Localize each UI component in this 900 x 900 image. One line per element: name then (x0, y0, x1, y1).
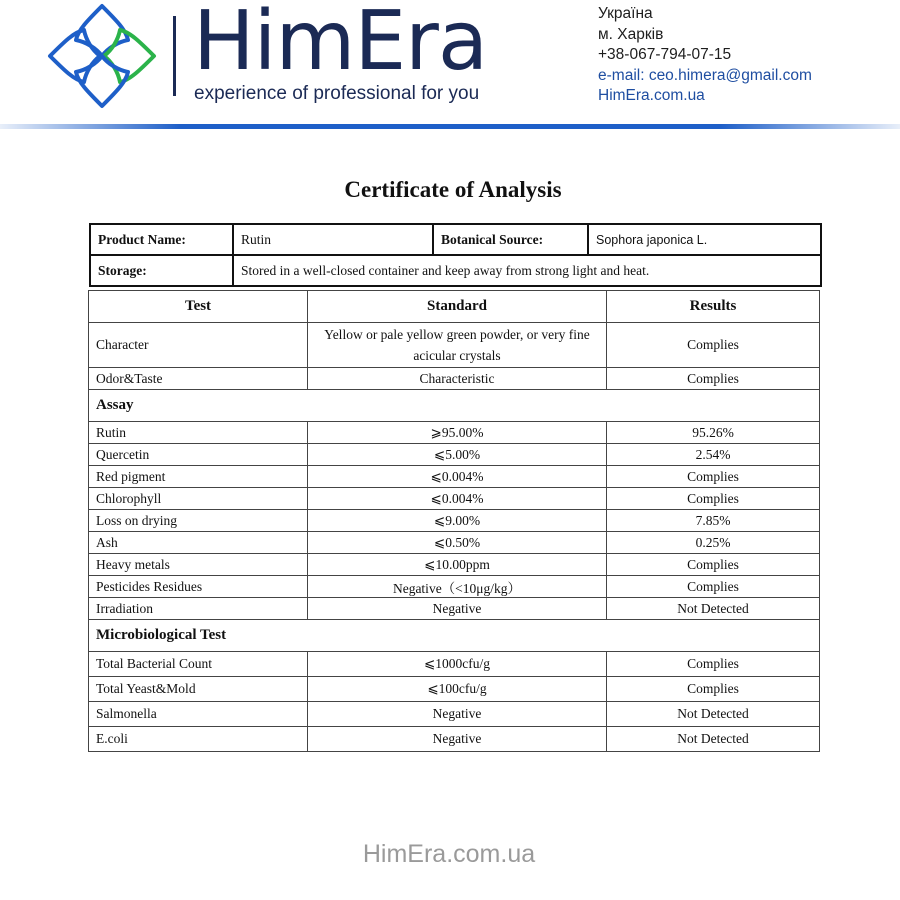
test-name: Total Yeast&Mold (89, 677, 308, 702)
table-row (89, 466, 820, 488)
product-info-table (89, 223, 822, 287)
test-name: Character (89, 323, 308, 368)
storage-row (90, 255, 821, 286)
test-result: 0.25% (607, 532, 820, 554)
test-name: Rutin (89, 422, 308, 444)
test-name: Red pigment (89, 466, 308, 488)
test-result: Not Detected (607, 702, 820, 727)
test-result: 95.26% (607, 422, 820, 444)
table-row (89, 368, 820, 390)
contact-phone: +38-067-794-07-15 (598, 46, 732, 63)
test-result: Complies (607, 323, 820, 368)
section-row-assay (89, 390, 820, 422)
test-name: E.coli (89, 727, 308, 752)
test-standard: Negative (308, 727, 607, 752)
test-standard: Negative（<10μg/kg） (308, 576, 607, 598)
test-name: Total Bacterial Count (89, 652, 308, 677)
product-row (90, 224, 821, 255)
table-row (89, 532, 820, 554)
storage-label: Storage: (90, 255, 233, 286)
product-name-value: Rutin (233, 224, 433, 255)
table-row (89, 323, 820, 368)
product-name-label: Product Name: (90, 224, 233, 255)
test-standard: ⩽5.00% (308, 444, 607, 466)
test-result: Not Detected (607, 727, 820, 752)
botanical-source-value: Sophora japonica L. (588, 224, 821, 255)
section-title: Microbiological Test (89, 620, 820, 652)
test-name: Odor&Taste (89, 368, 308, 390)
test-result: Complies (607, 466, 820, 488)
test-standard: ⩽100cfu/g (308, 677, 607, 702)
brand-divider (173, 16, 176, 96)
test-name: Loss on drying (89, 510, 308, 532)
table-row (89, 652, 820, 677)
test-standard: ⩾95.00% (308, 422, 607, 444)
test-result: Not Detected (607, 598, 820, 620)
header-test: Test (89, 291, 308, 323)
test-standard: ⩽0.004% (308, 488, 607, 510)
table-row (89, 702, 820, 727)
test-result: Complies (607, 488, 820, 510)
test-result: Complies (607, 554, 820, 576)
test-standard: ⩽0.50% (308, 532, 607, 554)
contact-site[interactable]: HimEra.com.ua (598, 87, 705, 104)
test-standard: ⩽10.00ppm (308, 554, 607, 576)
table-row (89, 444, 820, 466)
contact-email[interactable]: e-mail: ceo.himera@gmail.com (598, 66, 812, 84)
test-name: Salmonella (89, 702, 308, 727)
test-standard: ⩽9.00% (308, 510, 607, 532)
test-standard: ⩽1000cfu/g (308, 652, 607, 677)
test-result: Complies (607, 576, 820, 598)
brand-name: HimEra (193, 0, 488, 89)
test-name: Pesticides Residues (89, 576, 308, 598)
analysis-table (88, 290, 820, 752)
table-row (89, 554, 820, 576)
table-row (89, 422, 820, 444)
test-standard: Characteristic (308, 368, 607, 390)
botanical-source-label: Botanical Source: (433, 224, 588, 255)
table-row (89, 510, 820, 532)
test-name: Irradiation (89, 598, 308, 620)
letterhead (0, 0, 900, 130)
test-result: Complies (607, 677, 820, 702)
test-standard: Yellow or pale yellow green powder, or very fine acicular crystals (308, 323, 607, 368)
header-results: Results (607, 291, 820, 323)
contact-city: м. Харків (598, 25, 664, 43)
table-row (89, 598, 820, 620)
test-name: Heavy metals (89, 554, 308, 576)
table-row (89, 677, 820, 702)
test-name: Quercetin (89, 444, 308, 466)
test-result: 2.54% (607, 444, 820, 466)
contact-block (598, 4, 812, 107)
test-result: Complies (607, 368, 820, 390)
storage-value: Stored in a well-closed container and keep away from strong light and heat. (233, 255, 821, 286)
test-result: Complies (607, 652, 820, 677)
table-row (89, 576, 820, 598)
test-result: 7.85% (607, 510, 820, 532)
table-row (89, 727, 820, 752)
test-standard: Negative (308, 702, 607, 727)
brand-tagline: experience of professional for you (194, 83, 480, 104)
document-title: Certificate of Analysis (344, 177, 562, 202)
diamond-petals-logo-icon (46, 2, 158, 110)
test-standard: ⩽0.004% (308, 466, 607, 488)
test-name: Ash (89, 532, 308, 554)
section-title: Assay (89, 390, 820, 422)
table-row (89, 488, 820, 510)
header-standard: Standard (308, 291, 607, 323)
contact-country: Україна (598, 5, 653, 22)
header-rule (0, 124, 900, 129)
table-header-row (89, 291, 820, 323)
section-row-microbiological (89, 620, 820, 652)
footer-site: HimEra.com.ua (362, 840, 536, 868)
test-name: Chlorophyll (89, 488, 308, 510)
test-standard: Negative (308, 598, 607, 620)
